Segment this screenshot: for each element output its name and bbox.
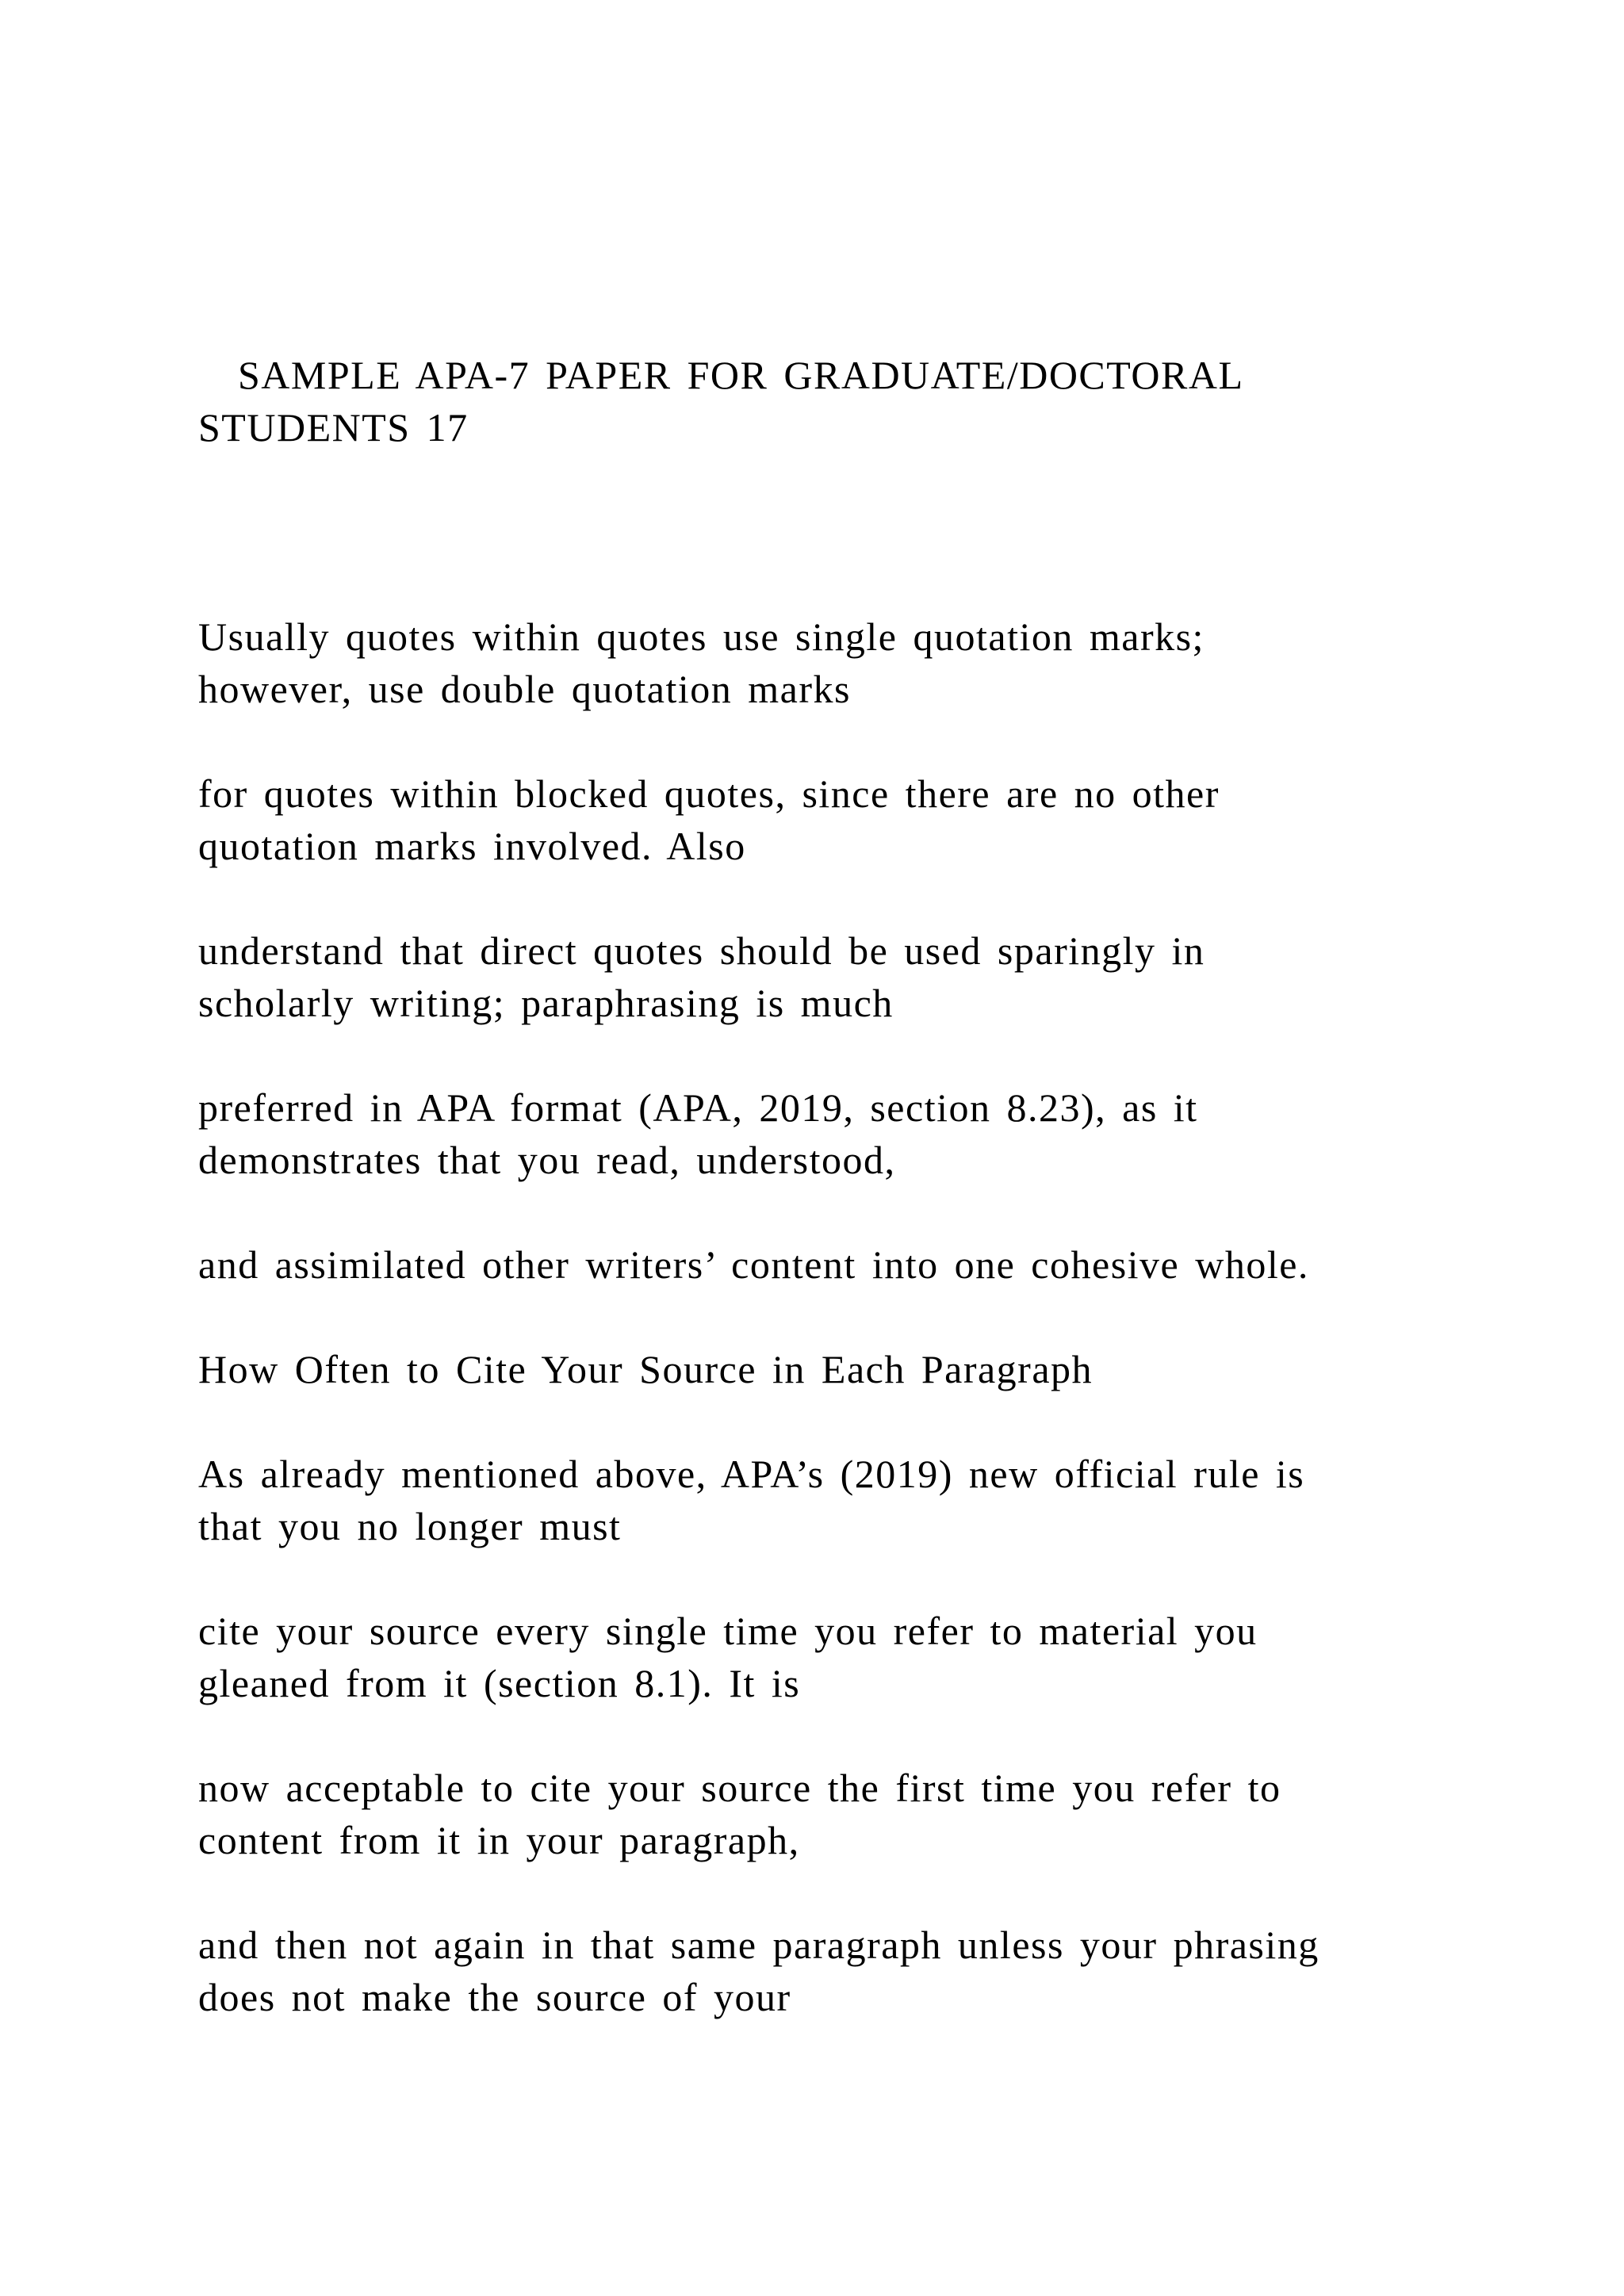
text-line: for quotes within blocked quotes, since there are no other [198, 771, 1220, 816]
text-line: gleaned from it (section 8.1). It is [198, 1661, 801, 1705]
paragraph [198, 1919, 1467, 2023]
paragraph [198, 1081, 1467, 1186]
text-line: demonstrates that you read, understood, [198, 1138, 896, 1182]
text-line: scholarly writing; paraphrasing is much [198, 981, 894, 1025]
text-line: cite your source every single time you refer to material you [198, 1609, 1258, 1653]
text-line: As already mentioned above, APA’s (2019) new official rule is [198, 1452, 1305, 1496]
running-head-line: SAMPLE APA-7 PAPER FOR GRADUATE/DOCTORAL [238, 353, 1244, 397]
running-head [198, 349, 1435, 453]
text-line: content from it in your paragraph, [198, 1818, 800, 1862]
text-line: however, use double quotation marks [198, 667, 851, 711]
text-line: quotation marks involved. Also [198, 824, 746, 868]
text-line: does not make the source of your [198, 1975, 791, 2019]
body-text [198, 610, 1467, 2076]
paragraph [198, 1762, 1467, 1866]
paragraph [198, 767, 1467, 872]
text-line: that you no longer must [198, 1504, 622, 1548]
text-line: Usually quotes within quotes use single quotation marks; [198, 614, 1205, 659]
paragraph [198, 1238, 1467, 1291]
text-line: How Often to Cite Your Source in Each Paragraph [198, 1347, 1094, 1391]
paragraph [198, 1448, 1467, 1552]
text-line: and then not again in that same paragraph unless your phrasing [198, 1923, 1320, 1967]
running-head-line: STUDENTS 17 [198, 405, 469, 450]
paragraph [198, 610, 1467, 715]
text-line: understand that direct quotes should be used sparingly in [198, 928, 1205, 973]
paragraph [198, 1605, 1467, 1709]
paragraph [198, 924, 1467, 1029]
text-line: and assimilated other writers’ content into one cohesive whole. [198, 1242, 1309, 1287]
section-heading [198, 1343, 1467, 1395]
text-line: now acceptable to cite your source the first time you refer to [198, 1766, 1281, 1810]
text-line: preferred in APA format (APA, 2019, section 8.23), as it [198, 1085, 1198, 1130]
